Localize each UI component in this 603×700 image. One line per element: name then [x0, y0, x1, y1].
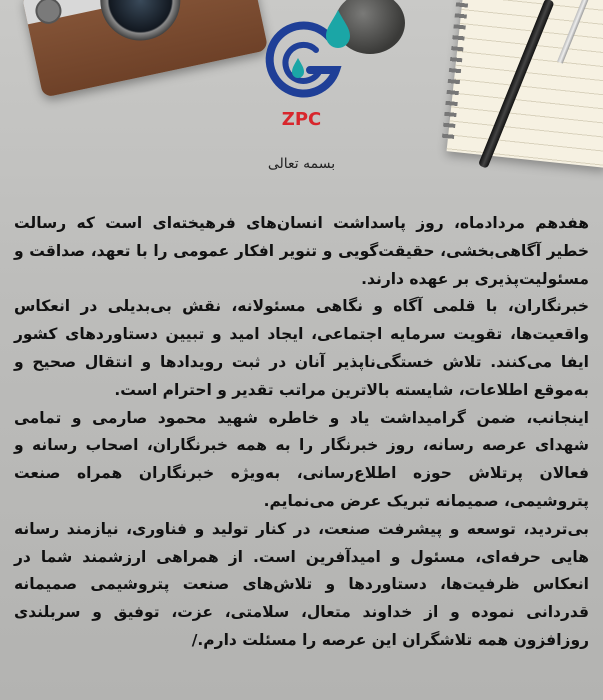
- paragraph: اینجانب، ضمن گرامیداشت یاد و خاطره شهید محمود صارمی و تمامی شهدای عرصه رسانه، روز خبرنگار را به همه خبرنگاران، اصحاب رسانه و فعالان پرتلاش حوزه اطلاع‌رسانی، به‌ویژه خبرنگاران همراه صنعت پتروشیمی، صمیمانه تبریک عرض می‌نمایم.: [14, 408, 589, 510]
- paragraph: خبرنگاران، با قلمی آگاه و نگاهی مسئولانه، نقش بی‌بدیلی در انعکاس واقعیت‌ها، تقویت سرمایه اجتماعی، ایجاد امید و تبیین دستاوردهای کشور ایفا می‌کنند. تلاش خستگی‌ناپذیر آنان در ثبت رویدادها و انتقال صحیح و به‌موقع اطلاعات، شایسته بالاترین مراتب تقدیر و احترام است.: [14, 297, 589, 399]
- paragraph: هفدهم مردادماه، روز پاسداشت انسان‌های فرهیخته‌ای است که رسالت خطیر آگاهی‌بخشی، حقیقت‌گویی و تنویر افکار عمومی را با تعهد، صداقت و مسئولیت‌پذیری بر عهده دارند.: [14, 214, 589, 288]
- notebook-photo: [447, 0, 603, 168]
- message-body: [14, 210, 589, 655]
- paragraph: بی‌تردید، توسعه و پیشرفت صنعت، در کنار تولید و فناوری، نیازمند رسانه هایی حرفه‌ای، مسئول و امیدآفرین است. از همراهی ارزشمند شما در انعکاس ظرفیت‌ها، دستاوردها و تلاش‌های صنعت پتروشیمی صمیمانه قدردانی نموده و از خداوند متعال، سلامتی، عزت، توفیق و سربلندی روزافزون همه تلاشگران این عرصه را مسئلت دارم./: [14, 519, 589, 649]
- camera-lens: [93, 0, 188, 48]
- brand-name: ZPC: [281, 109, 322, 130]
- invocation-heading: بسمه تعالی: [267, 156, 336, 172]
- camera-photo: [22, 0, 269, 98]
- company-logo-icon: [258, 8, 354, 108]
